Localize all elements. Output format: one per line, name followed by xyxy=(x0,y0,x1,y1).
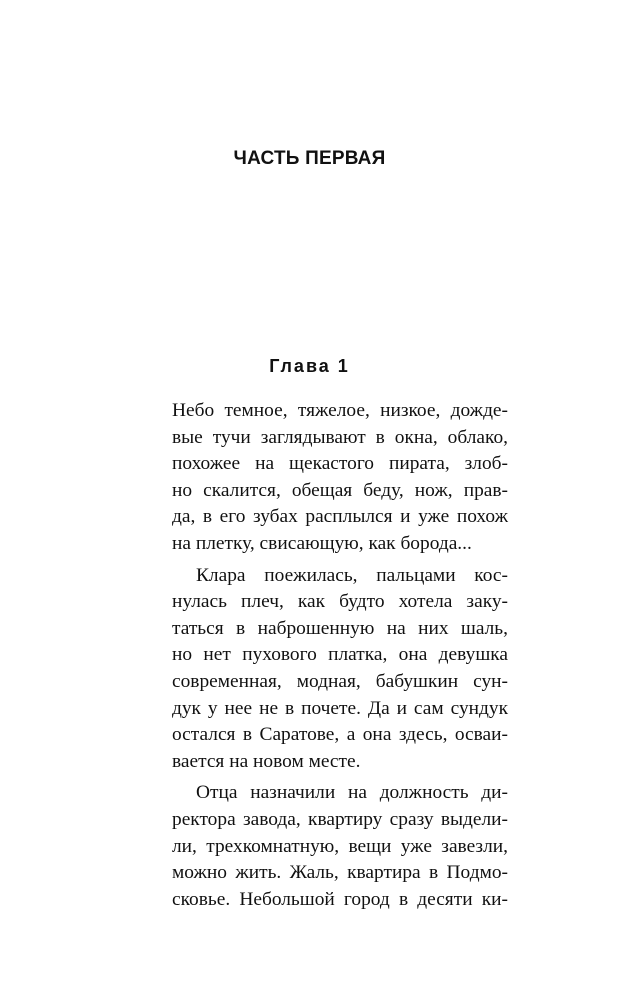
paragraph-1 xyxy=(172,398,508,558)
text-line: Клара поежилась, пальцами кос- xyxy=(196,564,508,586)
text-line: ли, трехкомнатную, вещи уже завезли, xyxy=(172,835,508,857)
paragraph-2 xyxy=(172,563,508,776)
text-line: на плетку, свисающую, как борода... xyxy=(172,532,472,554)
text-line: но скалится, обещая беду, нож, прав- xyxy=(172,479,508,501)
paragraph-3 xyxy=(172,780,508,913)
text-line: сковье. Небольшой город в десяти ки- xyxy=(172,888,508,910)
part-title: ЧАСТЬ ПЕРВАЯ xyxy=(233,148,386,169)
text-line: вается на новом месте. xyxy=(172,750,361,772)
text-line: дук у нее не в почете. Да и сам сундук xyxy=(172,697,508,719)
text-line: вые тучи заглядывают в окна, облако, xyxy=(172,426,508,448)
text-line: остался в Саратове, а она здесь, осваи- xyxy=(172,724,508,746)
text-line: можно жить. Жаль, квартира в Подмо- xyxy=(172,862,508,884)
text-line: нулась плеч, как будто хотела заку- xyxy=(172,591,508,613)
chapter-title: Глава 1 xyxy=(269,356,350,376)
text-line: современная, модная, бабушкин сун- xyxy=(172,670,508,692)
text-line: Небо темное, тяжелое, низкое, дожде- xyxy=(172,400,508,421)
body-text xyxy=(172,398,508,913)
text-line: таться в наброшенную на них шаль, xyxy=(172,617,508,639)
text-line: Отца назначили на должность ди- xyxy=(196,782,508,804)
text-line: но нет пухового платка, она девушка xyxy=(172,644,508,666)
text-line: ректора завода, квартиру сразу выдели- xyxy=(172,808,508,830)
text-line: да, в его зубах расплылся и уже похож xyxy=(172,506,508,528)
text-line: похожее на щекастого пирата, злоб- xyxy=(172,453,508,475)
